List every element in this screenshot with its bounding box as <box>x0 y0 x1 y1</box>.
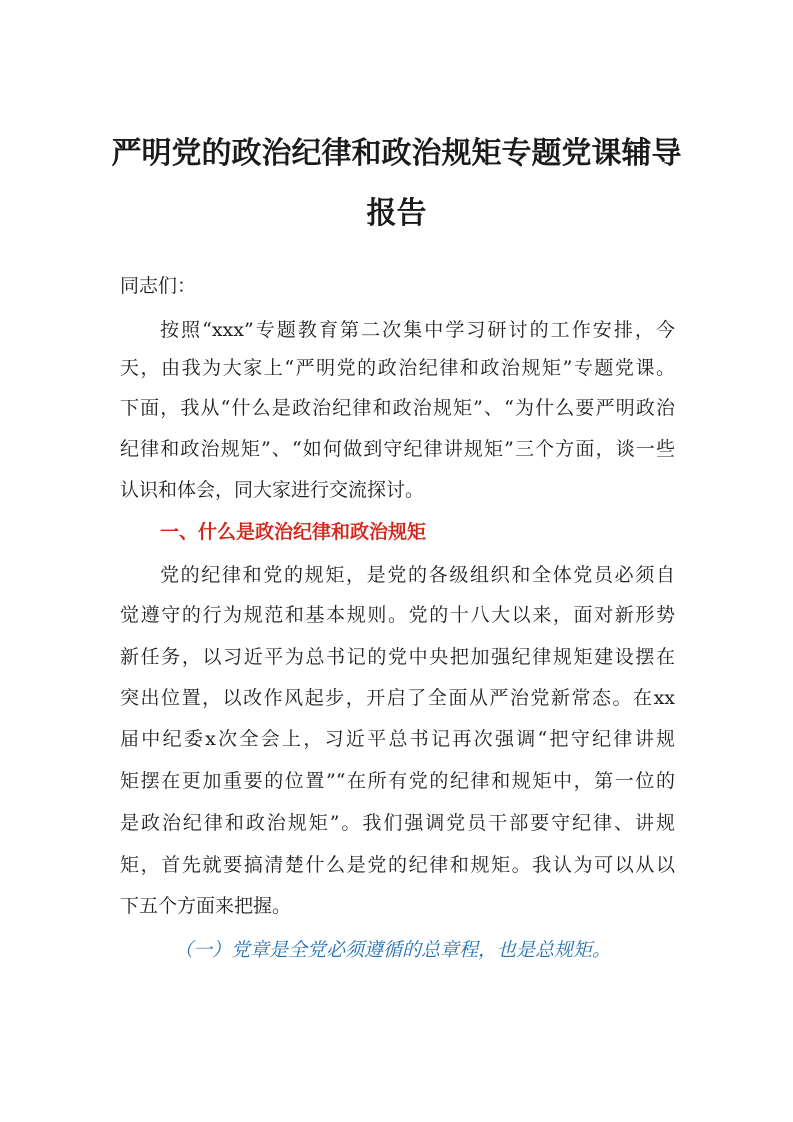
section1-line: 突出位置，以改作风起步，开启了全面从严治党新常态。在xx <box>120 687 675 709</box>
section-heading-1: 一、什么是政治纪律和政治规矩 <box>160 521 427 543</box>
section1-line: 是政治纪律和政治规矩”。我们强调党员干部要守纪律、讲规 <box>120 812 675 834</box>
document-title-line-1: 严明党的政治纪律和政治规矩专题党课辅导 <box>111 136 682 171</box>
section1-line: 矩摆在更加重要的位置”“在所有党的纪律和规矩中，第一位的 <box>120 770 675 792</box>
section1-line: 届中纪委x次全会上，习近平总书记再次强调“把守纪律讲规 <box>120 728 675 750</box>
intro-line: 下面，我从“什么是政治纪律和政治规矩”、“为什么要严明政治 <box>120 397 675 419</box>
intro-line: 纪律和政治规矩”、“如何做到守纪律讲规矩”三个方面，谈一些 <box>120 438 675 460</box>
section1-line: 觉遵守的行为规范和基本规则。党的十八大以来，面对新形势 <box>120 604 675 626</box>
section1-line: 下五个方面来把握。 <box>120 895 292 917</box>
greeting: 同志们： <box>120 275 197 297</box>
intro-line: 认识和体会，同大家进行交流探讨。 <box>120 479 425 501</box>
section1-line: 新任务，以习近平为总书记的党中央把加强纪律规矩建设摆在 <box>120 646 675 668</box>
subsection-heading-1: （一）党章是全党必须遵循的总章程，也是总规矩。 <box>174 939 612 961</box>
intro-line: 按照“xxx”专题教育第二次集中学习研讨的工作安排，今 <box>160 319 675 341</box>
document-title-line-2: 报告 <box>366 196 427 231</box>
section1-line: 党的纪律和党的规矩，是党的各级组织和全体党员必须自 <box>160 564 675 586</box>
section1-line: 矩，首先就要搞清楚什么是党的纪律和规矩。我认为可以从以 <box>120 854 675 876</box>
intro-line: 天，由我为大家上“严明党的政治纪律和政治规矩”专题党课。 <box>120 357 675 379</box>
